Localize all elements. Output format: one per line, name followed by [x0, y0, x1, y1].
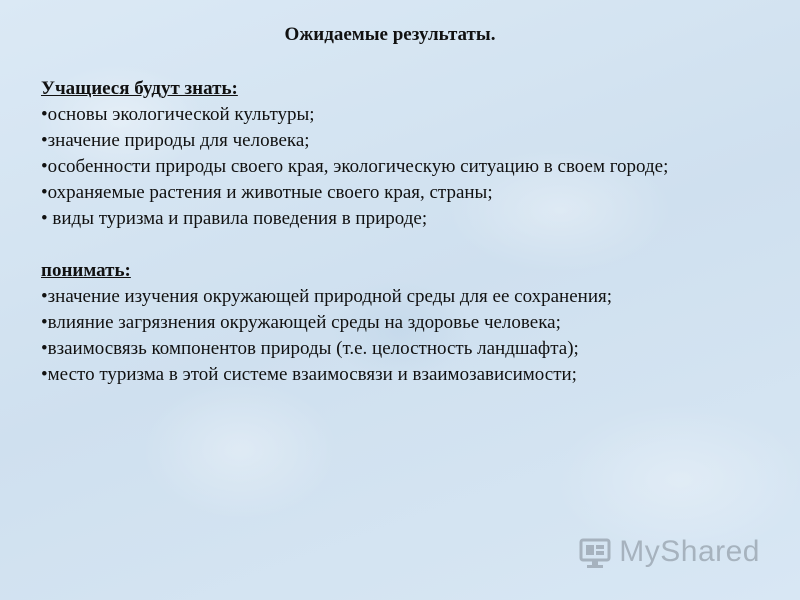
watermark-text: MyShared [619, 535, 760, 568]
know-item: •значение природы для человека; [41, 130, 310, 151]
know-item: •особенности природы своего края, экологическую ситуацию в своем городе; [41, 156, 669, 177]
section-spacer [41, 232, 731, 258]
slide-title: Ожидаемые результаты. [284, 24, 496, 45]
know-heading: Учащиеся будут знать: [41, 78, 238, 99]
understand-item: •место туризма в этой системе взаимосвязи и взаимозависимости; [41, 364, 577, 385]
know-item: •охраняемые растения и животные своего края, страны; [41, 182, 493, 203]
slide-content [41, 76, 731, 388]
know-item: • виды туризма и правила поведения в природе; [41, 208, 428, 229]
understand-item: •взаимосвязь компонентов природы (т.е. целостность ландшафта); [41, 338, 579, 359]
understand-heading: понимать: [41, 260, 131, 281]
understand-item: •влияние загрязнения окружающей среды на здоровье человека; [41, 312, 561, 333]
know-item: •основы экологической культуры; [41, 104, 315, 125]
watermark-logo [577, 534, 760, 570]
monitor-icon [577, 534, 613, 570]
understand-item: •значение изучения окружающей природной среды для ее сохранения; [41, 286, 613, 307]
